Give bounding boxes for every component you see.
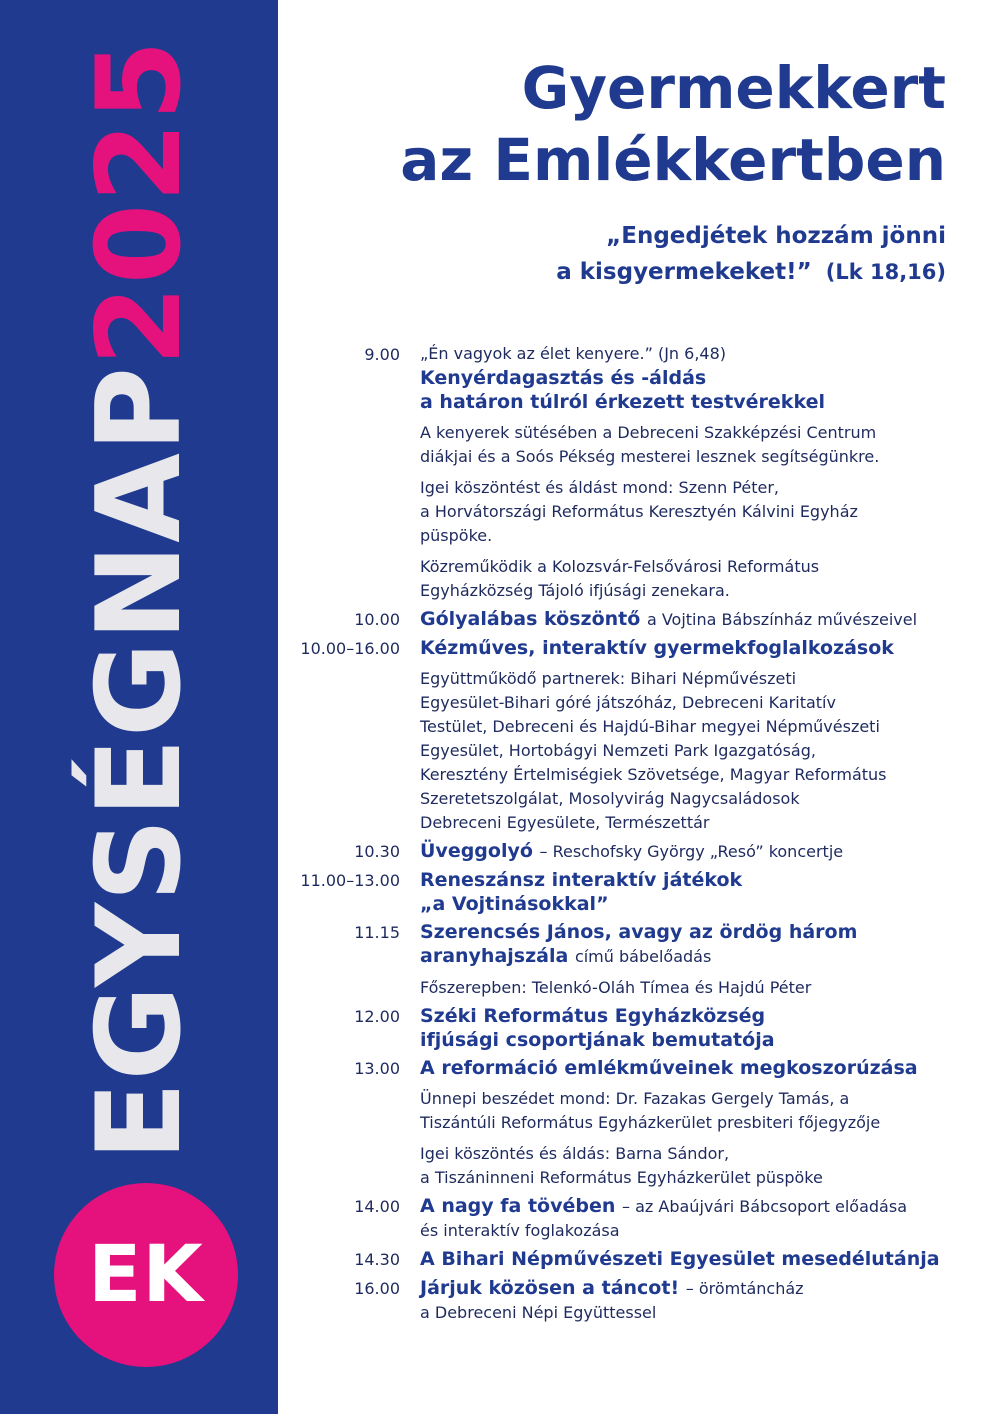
program-title-line bbox=[420, 390, 972, 414]
program-title-line bbox=[420, 920, 972, 944]
program-detail-line: a Horvátországi Református Keresztyén Kálvini Egyház bbox=[420, 502, 858, 521]
program-time: 11.00–13.00 bbox=[300, 871, 400, 890]
program-item bbox=[292, 607, 972, 632]
program-item bbox=[292, 1004, 972, 1052]
vertical-word: EGYSÉGNAP bbox=[72, 366, 207, 1161]
program-detail bbox=[420, 976, 972, 1000]
program-title-text: A Bihari Népművészeti Egyesület mesedélutánja bbox=[420, 1248, 940, 1270]
title-line-2: az Emlékkertben bbox=[400, 126, 946, 194]
program-body bbox=[420, 1194, 972, 1243]
program-detail bbox=[420, 421, 972, 469]
program-detail-line: Közreműködik a Kolozsvár-Felsővárosi Református bbox=[420, 557, 820, 576]
sidebar bbox=[0, 0, 278, 1414]
title-line-1: Gyermekkert bbox=[521, 54, 946, 122]
program-detail-line: Tiszántúli Református Egyházkerület presbiteri főjegyzője bbox=[420, 1113, 881, 1132]
program-body bbox=[420, 1276, 972, 1325]
program-title-line bbox=[420, 944, 972, 969]
program-title-line bbox=[420, 1247, 972, 1271]
program-detail-line: Szeretetszolgálat, Mosolyvirág Nagycsaládosok bbox=[420, 789, 800, 808]
program-body bbox=[420, 1247, 972, 1272]
program-detail-line: Egyházközség Tájoló ifjúsági zenekara. bbox=[420, 581, 730, 600]
program-title-line bbox=[420, 839, 972, 864]
program-item bbox=[292, 868, 972, 916]
program-item bbox=[292, 920, 972, 1000]
vertical-event-title bbox=[60, 39, 220, 1161]
program-detail-line: Testület, Debreceni és Hajdú-Bihar megyei Népművészeti bbox=[420, 717, 880, 736]
program-title-line bbox=[420, 1056, 972, 1080]
program-time: 14.30 bbox=[354, 1250, 400, 1269]
program-title-line bbox=[420, 868, 972, 892]
quote-reference: (Lk 18,16) bbox=[825, 260, 946, 284]
program-title-text: Járjuk közösen a táncot! bbox=[420, 1277, 680, 1299]
program-title-text: Kenyérdagasztás és -áldás bbox=[420, 367, 707, 389]
program-item bbox=[292, 1276, 972, 1325]
program-detail-line: Együttműködő partnerek: Bihari Népművészeti bbox=[420, 669, 797, 688]
program-detail-line: Igei köszöntést és áldást mond: Szenn Péter, bbox=[420, 478, 779, 497]
program-body bbox=[420, 636, 972, 835]
program-time: 10.30 bbox=[354, 842, 400, 861]
program-title-line bbox=[420, 366, 972, 390]
program-title-line bbox=[420, 1276, 972, 1301]
program-time: 13.00 bbox=[354, 1059, 400, 1078]
program-body bbox=[420, 342, 972, 603]
program-title-line bbox=[420, 892, 972, 916]
program-detail bbox=[420, 667, 972, 835]
program-item bbox=[292, 1247, 972, 1272]
program-item bbox=[292, 342, 972, 603]
program-detail-line: Igei köszöntés és áldás: Barna Sándor, bbox=[420, 1144, 730, 1163]
page-title bbox=[400, 52, 946, 196]
program-detail bbox=[420, 1142, 972, 1190]
program-title-line bbox=[420, 1004, 972, 1028]
program-title-text: a határon túlról érkezett testvérekkel bbox=[420, 391, 825, 413]
program-time: 9.00 bbox=[364, 345, 400, 364]
program-body bbox=[420, 1056, 972, 1190]
program-detail-line: a Tiszáninneni Református Egyházkerület püspöke bbox=[420, 1168, 823, 1187]
program-title-text: aranyhajszála bbox=[420, 945, 569, 967]
program-title-suffix: – örömtáncház bbox=[685, 1279, 804, 1298]
program-title-text: Reneszánsz interaktív játékok bbox=[420, 869, 743, 891]
program-title-suffix: – az Abaújvári Bábcsoport előadása bbox=[622, 1197, 907, 1216]
program-body bbox=[420, 920, 972, 1000]
program-detail bbox=[420, 476, 972, 548]
program-title-line bbox=[420, 607, 972, 632]
program-detail-line: püspöke. bbox=[420, 526, 493, 545]
program-detail-line: Egyesület-Bihari góré játszóház, Debreceni Karitatív bbox=[420, 693, 836, 712]
program-detail-line: A kenyerek sütésében a Debreceni Szakképzési Centrum bbox=[420, 423, 877, 442]
program-body bbox=[420, 1004, 972, 1052]
program-title-text: A nagy fa tövében bbox=[420, 1195, 616, 1217]
program-time: 10.00–16.00 bbox=[300, 639, 400, 658]
program-intro: „Én vagyok az élet kenyere.” (Jn 6,48) bbox=[420, 344, 727, 363]
bible-quote bbox=[556, 218, 946, 290]
program-title-suffix: – Reschofsky György „Resó” koncertje bbox=[539, 842, 844, 861]
program-title-line bbox=[420, 1028, 972, 1052]
quote-line-1: „Engedjétek hozzám jönni bbox=[606, 223, 946, 249]
program-continuation: a Debreceni Népi Együttessel bbox=[420, 1303, 657, 1322]
program-detail bbox=[420, 1087, 972, 1135]
program-title-text: Szerencsés János, avagy az ördög három bbox=[420, 921, 858, 943]
quote-line-2: a kisgyermekeket!” bbox=[556, 259, 812, 285]
program-title-text: Széki Református Egyházközség bbox=[420, 1005, 766, 1027]
program-title-line bbox=[420, 636, 972, 660]
program-continuation: és interaktív foglakozása bbox=[420, 1221, 620, 1240]
program-time: 10.00 bbox=[354, 610, 400, 629]
program-item bbox=[292, 1056, 972, 1190]
program-title-text: Gólyalábas köszöntő bbox=[420, 608, 641, 630]
program-item bbox=[292, 1194, 972, 1243]
ek-logo-badge: EK bbox=[54, 1183, 238, 1367]
program-title-text: Kézműves, interaktív gyermekfoglalkozások bbox=[420, 637, 894, 659]
program-title-suffix: a Vojtina Bábszínház művészeivel bbox=[646, 610, 918, 629]
program-time: 14.00 bbox=[354, 1197, 400, 1216]
program-body bbox=[420, 607, 972, 632]
program-item bbox=[292, 839, 972, 864]
program-time: 11.15 bbox=[354, 923, 400, 942]
program-body bbox=[420, 839, 972, 864]
program-title-text: Üveggolyó bbox=[420, 840, 533, 862]
program-title-line bbox=[420, 1194, 972, 1219]
program-detail-line: Egyesület, Hortobágyi Nemzeti Park Igazgatóság, bbox=[420, 741, 816, 760]
vertical-year: 2025 bbox=[72, 39, 207, 367]
program-detail-line: diákjai és a Soós Pékség mesterei lesznek segítségünkre. bbox=[420, 447, 880, 466]
program-title-text: „a Vojtinásokkal” bbox=[420, 893, 609, 915]
program-title-suffix: című bábelőadás bbox=[574, 947, 712, 966]
program-detail-line: Keresztény Értelmiségiek Szövetsége, Magyar Református bbox=[420, 765, 887, 784]
program-detail-line: Debreceni Egyesülete, Természettár bbox=[420, 813, 710, 832]
program-time: 16.00 bbox=[354, 1279, 400, 1298]
program-item bbox=[292, 636, 972, 835]
program-detail-line: Ünnepi beszédet mond: Dr. Fazakas Gergely Tamás, a bbox=[420, 1089, 850, 1108]
program-detail bbox=[420, 555, 972, 603]
program-body bbox=[420, 868, 972, 916]
program-title-text: A reformáció emlékműveinek megkoszorúzása bbox=[420, 1057, 918, 1079]
program-detail-line: Főszerepben: Telenkó-Oláh Tímea és Hajdú Péter bbox=[420, 978, 812, 997]
program-title-text: ifjúsági csoportjának bemutatója bbox=[420, 1029, 775, 1051]
program-time: 12.00 bbox=[354, 1007, 400, 1026]
program-list bbox=[292, 342, 972, 1329]
